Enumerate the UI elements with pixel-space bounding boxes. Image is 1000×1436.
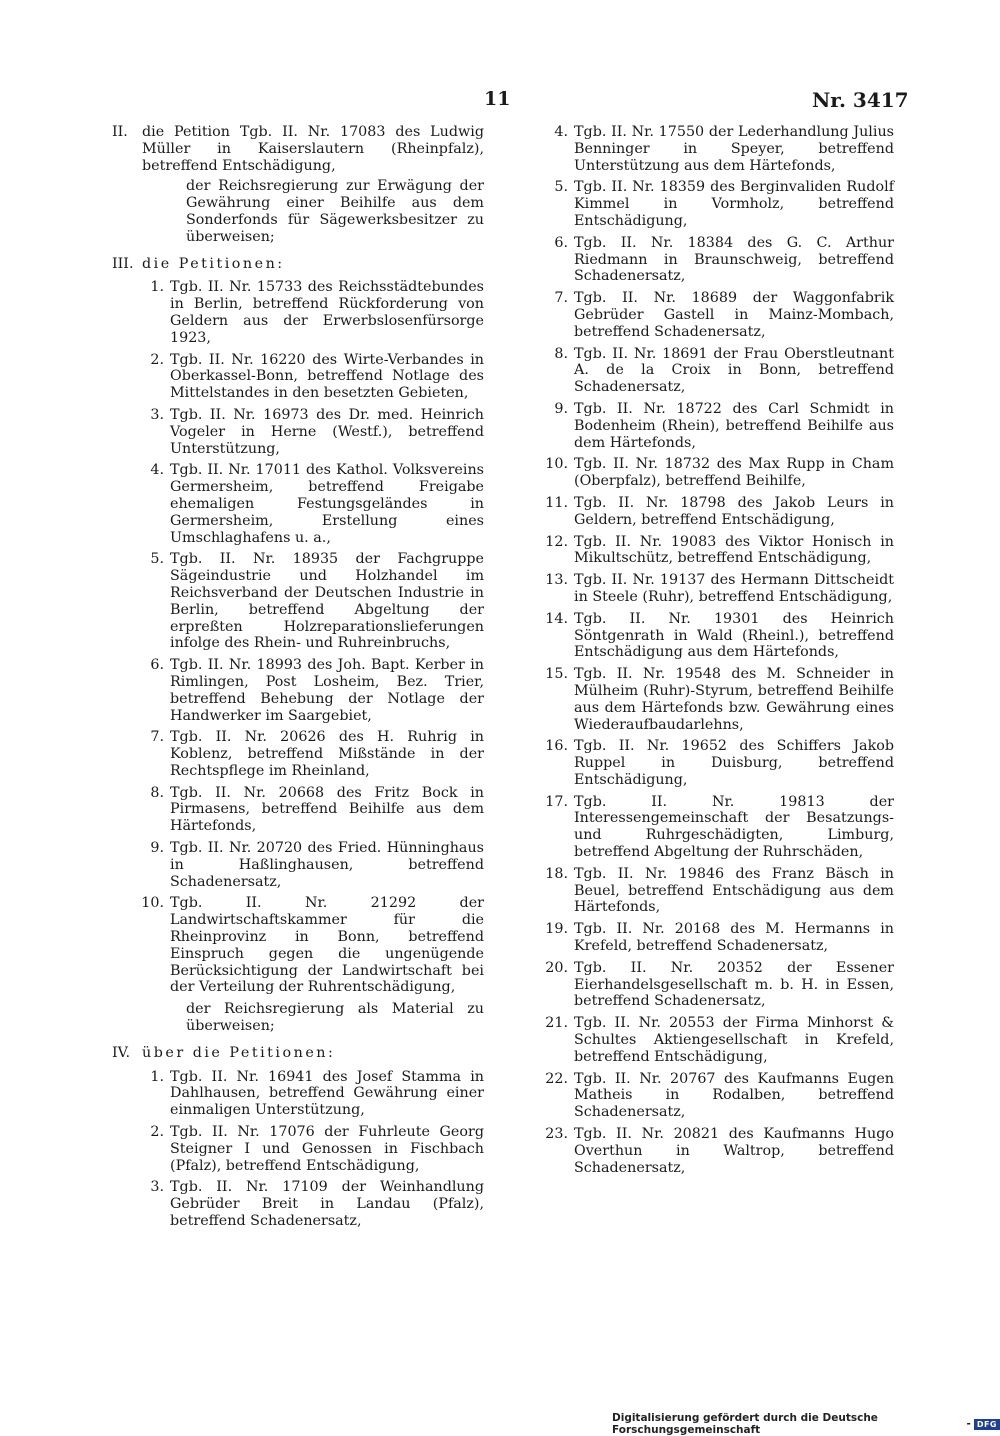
section-number: IV. — [112, 1044, 131, 1061]
item-text: Tgb. II. Nr. 20626 des H. Ruhrig in Koblenz, betreffend Mißstände in der Rechtspflege im Rheinland, — [170, 729, 484, 779]
list-item — [534, 666, 894, 733]
list-item — [112, 352, 484, 402]
item-number: 22. — [545, 1070, 568, 1087]
section-ii — [112, 124, 484, 174]
item-number: 8. — [150, 784, 164, 801]
item-number: 11. — [545, 494, 568, 511]
list-item — [534, 1071, 894, 1121]
item-number: 7. — [150, 729, 164, 746]
item-text: Tgb. II. Nr. 18993 des Joh. Bapt. Kerber in Rimlingen, Post Losheim, Bez. Trier, betreffend Behebung der Notlage der Handwerker im Saargebiet, — [170, 657, 484, 724]
item-number: 9. — [554, 400, 568, 417]
item-number: 20. — [545, 959, 568, 976]
list-item — [534, 738, 894, 788]
item-number: 3. — [150, 406, 164, 423]
list-item — [534, 401, 894, 451]
item-text: Tgb. II. Nr. 19548 des M. Schneider in Mülheim (Ruhr)-Styrum, betreffend Beihilfe aus dem Härtefonds bzw. Gewährung eines Wiederaufbaudarlehns, — [574, 666, 894, 733]
section-heading: die Petitionen: — [142, 255, 285, 272]
list-item — [534, 346, 894, 396]
item-number: 1. — [150, 279, 164, 296]
item-text: Tgb. II. Nr. 17076 der Fuhrleute Georg Steigner I und Genossen in Fischbach (Pfalz), betreffend Entschädigung, — [170, 1124, 484, 1174]
resolution-text: der Reichsregierung als Material zu überweisen; — [186, 1001, 484, 1035]
item-number: 4. — [150, 462, 164, 479]
item-number: 23. — [545, 1126, 568, 1143]
list-item — [112, 785, 484, 835]
list-item — [534, 179, 894, 229]
list-item — [534, 572, 894, 606]
item-text: Tgb. II. Nr. 20668 des Fritz Bock in Pirmasens, betreffend Beihilfe aus dem Härtefonds, — [170, 784, 484, 835]
item-text: Tgb. II. Nr. 17109 der Weinhandlung Gebrüder Breit in Landau (Pfalz), betreffend Schadenersatz, — [170, 1179, 484, 1230]
section-number: III. — [112, 255, 134, 272]
item-text: Tgb. II. Nr. 21292 der Landwirtschaftskammer für die Rheinprovinz in Bonn, betreffend Einspruch gegen die ungenügende Berücksichtigung der Landwirtschaft bei der Verteilung der Ruhrentschädigung, — [170, 895, 484, 996]
right-column — [534, 124, 894, 1181]
list-item — [112, 895, 484, 996]
list-item — [112, 1179, 484, 1229]
petition-list — [112, 1069, 484, 1230]
item-number: 6. — [150, 657, 164, 674]
item-text: Tgb. II. Nr. 18359 des Berginvaliden Rudolf Kimmel in Vormholz, betreffend Entschädigung, — [574, 179, 894, 229]
list-item — [112, 407, 484, 457]
list-item — [112, 279, 484, 346]
list-item — [534, 611, 894, 661]
item-number: 2. — [150, 1124, 164, 1141]
section-iv — [112, 1045, 484, 1062]
list-item — [534, 495, 894, 529]
item-number: 2. — [150, 351, 164, 368]
section-number: II. — [112, 124, 128, 140]
list-item — [534, 921, 894, 955]
list-item — [112, 729, 484, 779]
item-text: Tgb. II. Nr. 18689 der Waggonfabrik Gebrüder Gastell in Mainz-Mombach, betreffend Schadenersatz, — [574, 290, 894, 340]
item-number: 16. — [545, 738, 568, 755]
item-text: Tgb. II. Nr. 18691 der Frau Oberstleutnant A. de la Croix in Bonn, betreffend Schadenersatz, — [574, 345, 894, 396]
list-item — [534, 866, 894, 916]
item-text: Tgb. II. Nr. 17550 der Lederhandlung Julius Benninger in Speyer, betreffend Unterstützung aus dem Härtefonds, — [574, 124, 894, 174]
left-column — [112, 124, 484, 1235]
list-item — [534, 794, 894, 861]
item-number: 4. — [554, 124, 568, 140]
digitization-footer — [612, 1412, 1000, 1436]
item-number: 17. — [545, 793, 568, 810]
item-text: Tgb. II. Nr. 20553 der Firma Minhorst & Schultes Aktiengesellschaft in Krefeld, betreffend Entschädigung, — [574, 1015, 894, 1065]
item-text: Tgb. II. Nr. 16941 des Josef Stamma in Dahlhausen, betreffend Gewährung einer einmaligen Unterstützung, — [170, 1068, 484, 1119]
item-number: 9. — [150, 840, 164, 857]
section-iii — [112, 256, 484, 273]
item-text: Tgb. II. Nr. 18384 des G. C. Arthur Riedmann in Braunschweig, betreffend Schadenersatz, — [574, 234, 894, 285]
item-number: 21. — [545, 1015, 568, 1032]
item-text: Tgb. II. Nr. 18935 der Fachgruppe Sägeindustrie und Holzhandel im Reichsverband der Deutschen Industrie in Berlin, betreffend Abgeltung der erpreßten Holzreparationslieferungen infolge des Rhein- und Ruhreinbruchs, — [170, 551, 484, 652]
item-number: 5. — [150, 551, 164, 568]
item-number: 8. — [554, 345, 568, 362]
list-item — [534, 960, 894, 1010]
item-text: Tgb. II. Nr. 19652 des Schiffers Jakob Ruppel in Duisburg, betreffend Entschädigung, — [574, 738, 894, 788]
item-text: Tgb. II. Nr. 20821 des Kaufmanns Hugo Overthun in Waltrop, betreffend Schadenersatz, — [574, 1126, 894, 1176]
item-text: Tgb. II. Nr. 18798 des Jakob Leurs in Geldern, betreffend Entschädigung, — [574, 494, 894, 528]
item-number: 1. — [150, 1068, 164, 1085]
item-text: Tgb. II. Nr. 16220 des Wirte-Verbandes in Oberkassel-Bonn, betreffend Notlage des Mittelstandes in den besetzten Gebieten, — [170, 351, 484, 402]
list-item — [534, 1126, 894, 1176]
item-number: 10. — [141, 895, 164, 912]
item-number: 15. — [545, 666, 568, 683]
list-item — [534, 290, 894, 340]
list-item — [112, 1069, 484, 1119]
footer-text: Digitalisierung gefördert durch die Deutsche Forschungsgemeinschaft — [612, 1412, 878, 1436]
footer-separator: - — [966, 1418, 971, 1430]
item-number: 6. — [554, 234, 568, 251]
page-number: 11 — [484, 88, 511, 110]
list-item — [534, 235, 894, 285]
item-text: Tgb. II. Nr. 20352 der Essener Eierhandelsgesellschaft m. b. H. in Essen, betreffend Schadenersatz, — [574, 959, 894, 1010]
section-text: die Petition Tgb. II. Nr. 17083 des Ludwig Müller in Kaiserslautern (Rheinpfalz), betreffend Entschädigung, — [142, 124, 484, 174]
item-number: 3. — [150, 1179, 164, 1196]
item-text: Tgb. II. Nr. 20767 des Kaufmanns Eugen Matheis in Rodalben, betreffend Schadenersatz, — [574, 1070, 894, 1121]
item-text: Tgb. II. Nr. 17011 des Kathol. Volksvereins Germersheim, betreffend Freigabe ehemaligen Festungsgeländes in Germersheim, Erstellung eines Umschlaghafens u. a., — [170, 462, 484, 546]
document-number: Nr. 3417 — [812, 88, 909, 112]
item-number: 7. — [554, 290, 568, 307]
list-item — [534, 456, 894, 490]
section-heading: über die Petitionen: — [142, 1044, 336, 1061]
list-item — [112, 1124, 484, 1174]
item-number: 18. — [545, 865, 568, 882]
dfg-logo: DFG — [974, 1419, 1000, 1430]
list-item — [534, 534, 894, 568]
petition-list — [112, 279, 484, 996]
list-item — [534, 124, 894, 174]
item-text: Tgb. II. Nr. 19137 des Hermann Dittscheidt in Steele (Ruhr), betreffend Entschädigung, — [574, 572, 894, 605]
item-number: 5. — [554, 179, 568, 196]
item-number: 19. — [545, 921, 568, 938]
item-number: 13. — [545, 572, 568, 589]
item-text: Tgb. II. Nr. 19846 des Franz Bäsch in Beuel, betreffend Entschädigung aus dem Härtefonds, — [574, 865, 894, 916]
resolution-text: der Reichsregierung zur Erwägung der Gewährung einer Beihilfe aus dem Sonderfonds für Sägewerksbesitzer zu überweisen; — [186, 178, 484, 245]
item-text: Tgb. II. Nr. 20720 des Fried. Hünninghaus in Haßlinghausen, betreffend Schadenersatz, — [170, 840, 484, 890]
list-item — [534, 1015, 894, 1065]
item-text: Tgb. II. Nr. 18732 des Max Rupp in Cham (Oberpfalz), betreffend Beihilfe, — [574, 456, 894, 490]
item-text: Tgb. II. Nr. 19813 der Interessengemeinschaft der Besatzungs- und Ruhrgeschädigten, Limburg, betreffend Abgeltung der Ruhrschäden, — [574, 793, 894, 861]
list-item — [112, 840, 484, 890]
item-number: 10. — [545, 456, 568, 473]
item-text: Tgb. II. Nr. 18722 des Carl Schmidt in Bodenheim (Rhein), betreffend Beihilfe aus dem Härtefonds, — [574, 400, 894, 451]
item-text: Tgb. II. Nr. 19083 des Viktor Honisch in Mikultschütz, betreffend Entschädigung, — [574, 533, 894, 567]
item-text: Tgb. II. Nr. 16973 des Dr. med. Heinrich Vogeler in Herne (Westf.), betreffend Unterstützung, — [170, 406, 484, 457]
list-item — [112, 657, 484, 724]
item-number: 12. — [545, 533, 568, 550]
item-number: 14. — [545, 610, 568, 627]
list-item — [112, 551, 484, 652]
item-text: Tgb. II. Nr. 15733 des Reichsstädtebundes in Berlin, betreffend Rückforderung von Geldern aus der Erwerbslosenfürsorge 1923, — [170, 279, 484, 346]
list-item — [112, 462, 484, 546]
item-text: Tgb. II. Nr. 19301 des Heinrich Söntgenrath in Wald (Rheinl.), betreffend Entschädigung aus dem Härtefonds, — [574, 610, 894, 661]
item-text: Tgb. II. Nr. 20168 des M. Hermanns in Krefeld, betreffend Schadenersatz, — [574, 921, 894, 955]
